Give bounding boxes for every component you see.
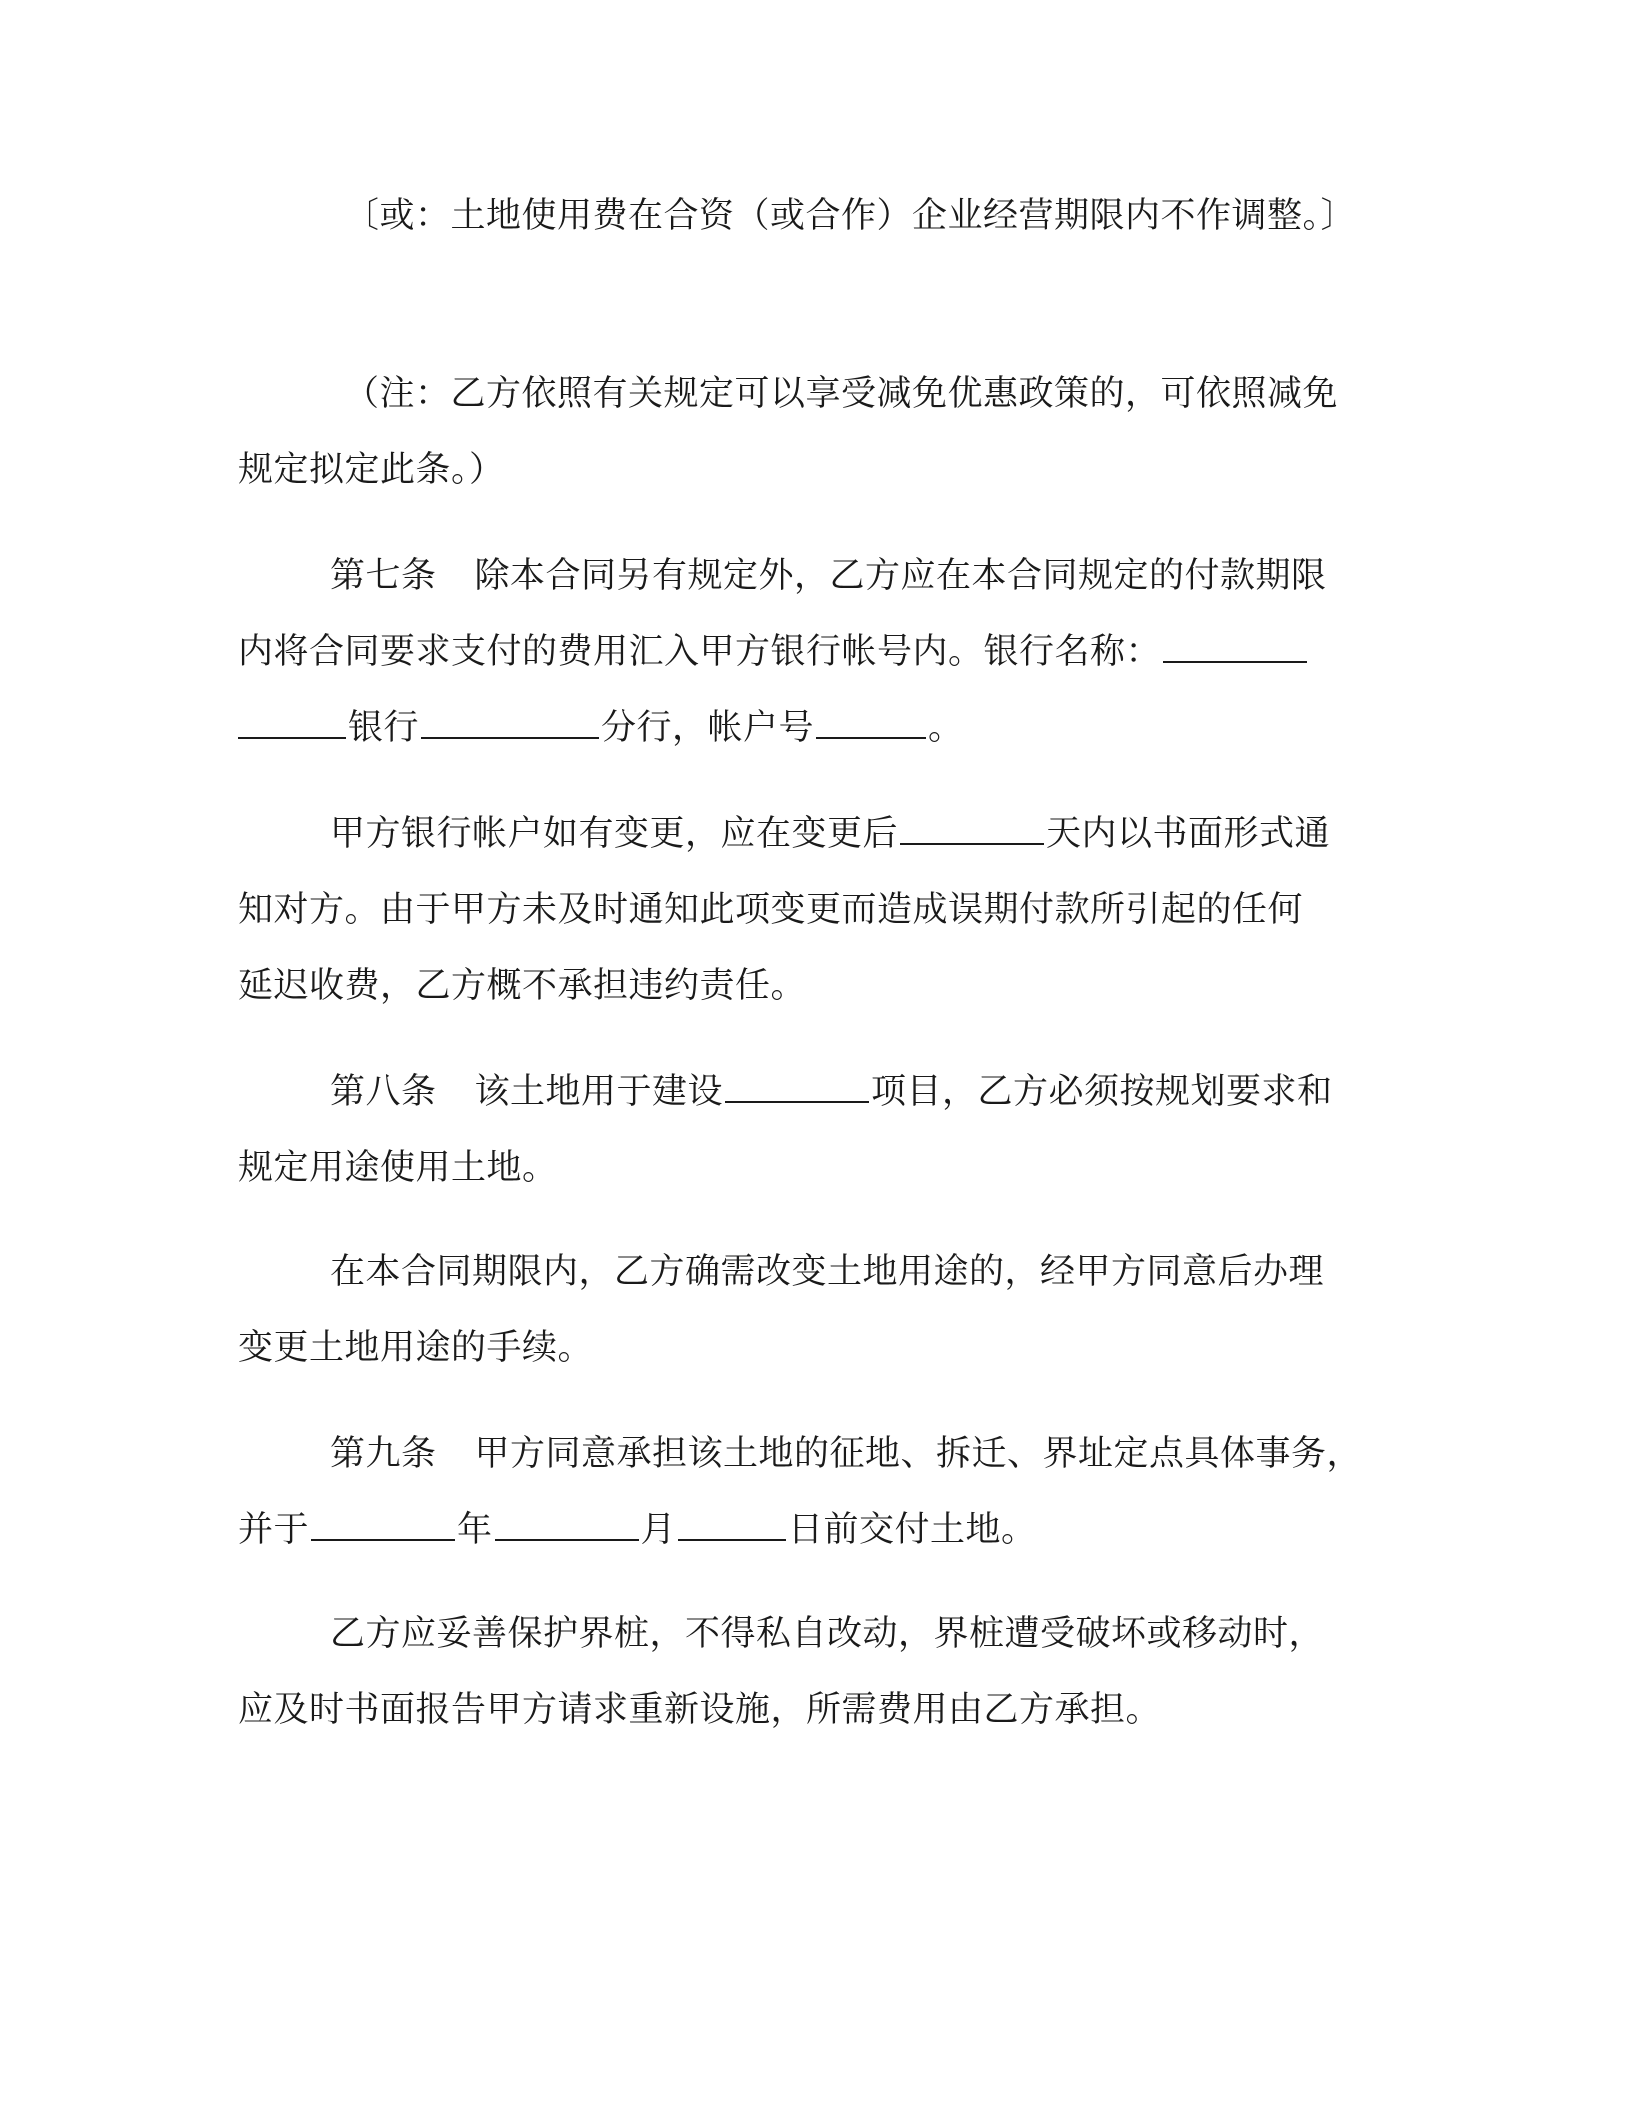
text: 规定拟定此条。） bbox=[238, 450, 505, 490]
year-blank[interactable] bbox=[311, 1509, 455, 1541]
article-8-line-2 bbox=[238, 1146, 558, 1190]
text: 甲方同意承担该土地的征地、拆迁、界址定点具体事务， bbox=[474, 1434, 1363, 1474]
article-9-line-1 bbox=[330, 1432, 1362, 1476]
paragraph-note-line-2 bbox=[238, 448, 505, 492]
account-number-blank[interactable] bbox=[816, 707, 926, 739]
text: 〔或：土地使用费在合资（或合作）企业经营期限内不作调整。〕 bbox=[344, 196, 1357, 236]
text: 规定用途使用土地。 bbox=[238, 1148, 558, 1188]
branch-blank[interactable] bbox=[421, 707, 599, 739]
month-blank[interactable] bbox=[495, 1509, 639, 1541]
text: 知对方。由于甲方未及时通知此项变更而造成误期付款所引起的任何 bbox=[238, 890, 1304, 930]
text: 天内以书面形式通 bbox=[1046, 814, 1331, 854]
bank-change-line-2 bbox=[238, 888, 1303, 932]
article-7-line-2 bbox=[238, 630, 1309, 674]
boundary-line-1 bbox=[330, 1612, 1324, 1656]
days-blank[interactable] bbox=[900, 813, 1044, 845]
use-change-line-1 bbox=[330, 1250, 1324, 1294]
text: 延迟收费，乙方概不承担违约责任。 bbox=[238, 966, 807, 1006]
text: 年 bbox=[457, 1510, 493, 1550]
text: 除本合同另有规定外，乙方应在本合同规定的付款期限 bbox=[474, 556, 1327, 596]
text: 应及时书面报告甲方请求重新设施，所需费用由乙方承担。 bbox=[238, 1690, 1162, 1730]
article-9-line-2 bbox=[238, 1508, 1037, 1552]
text: （注：乙方依照有关规定可以享受减免优惠政策的，可依照减免 bbox=[344, 374, 1339, 414]
bank-name-blank[interactable] bbox=[1163, 631, 1307, 663]
use-change-line-2 bbox=[238, 1326, 593, 1370]
text: 日前交付土地。 bbox=[788, 1510, 1037, 1550]
text: 银行 bbox=[348, 708, 420, 748]
text: 变更土地用途的手续。 bbox=[238, 1328, 594, 1368]
bank-change-line-3 bbox=[238, 964, 806, 1008]
project-blank[interactable] bbox=[725, 1071, 869, 1103]
text: 分行，帐户号 bbox=[601, 708, 815, 748]
article-8-line-1 bbox=[330, 1070, 1333, 1114]
text: 甲方银行帐户如有变更，应在变更后 bbox=[330, 814, 899, 854]
article-7-line-1 bbox=[330, 554, 1327, 598]
article-7-title: 第七条 bbox=[330, 556, 437, 596]
boundary-line-2 bbox=[238, 1688, 1161, 1732]
text: 在本合同期限内，乙方确需改变土地用途的，经甲方同意后办理 bbox=[330, 1252, 1325, 1292]
paragraph-note-line-1 bbox=[344, 372, 1338, 416]
text: 月 bbox=[640, 1510, 677, 1550]
paragraph-alt-fee-note bbox=[344, 194, 1356, 238]
text: 。 bbox=[928, 708, 964, 748]
text: 项目，乙方必须按规划要求和 bbox=[871, 1072, 1333, 1112]
text: 该土地用于建设 bbox=[474, 1072, 724, 1112]
bank-change-line-1 bbox=[330, 812, 1330, 856]
article-7-line-3 bbox=[238, 706, 964, 750]
day-blank[interactable] bbox=[678, 1509, 786, 1541]
text: 乙方应妥善保护界桩，不得私自改动，界桩遭受破坏或移动时， bbox=[330, 1614, 1325, 1654]
article-8-title: 第八条 bbox=[330, 1072, 437, 1112]
text: 并于 bbox=[238, 1510, 310, 1550]
article-9-title: 第九条 bbox=[330, 1434, 437, 1474]
text: 内将合同要求支付的费用汇入甲方银行帐号内。银行名称： bbox=[238, 632, 1162, 672]
bank-name-blank-cont[interactable] bbox=[238, 707, 346, 739]
